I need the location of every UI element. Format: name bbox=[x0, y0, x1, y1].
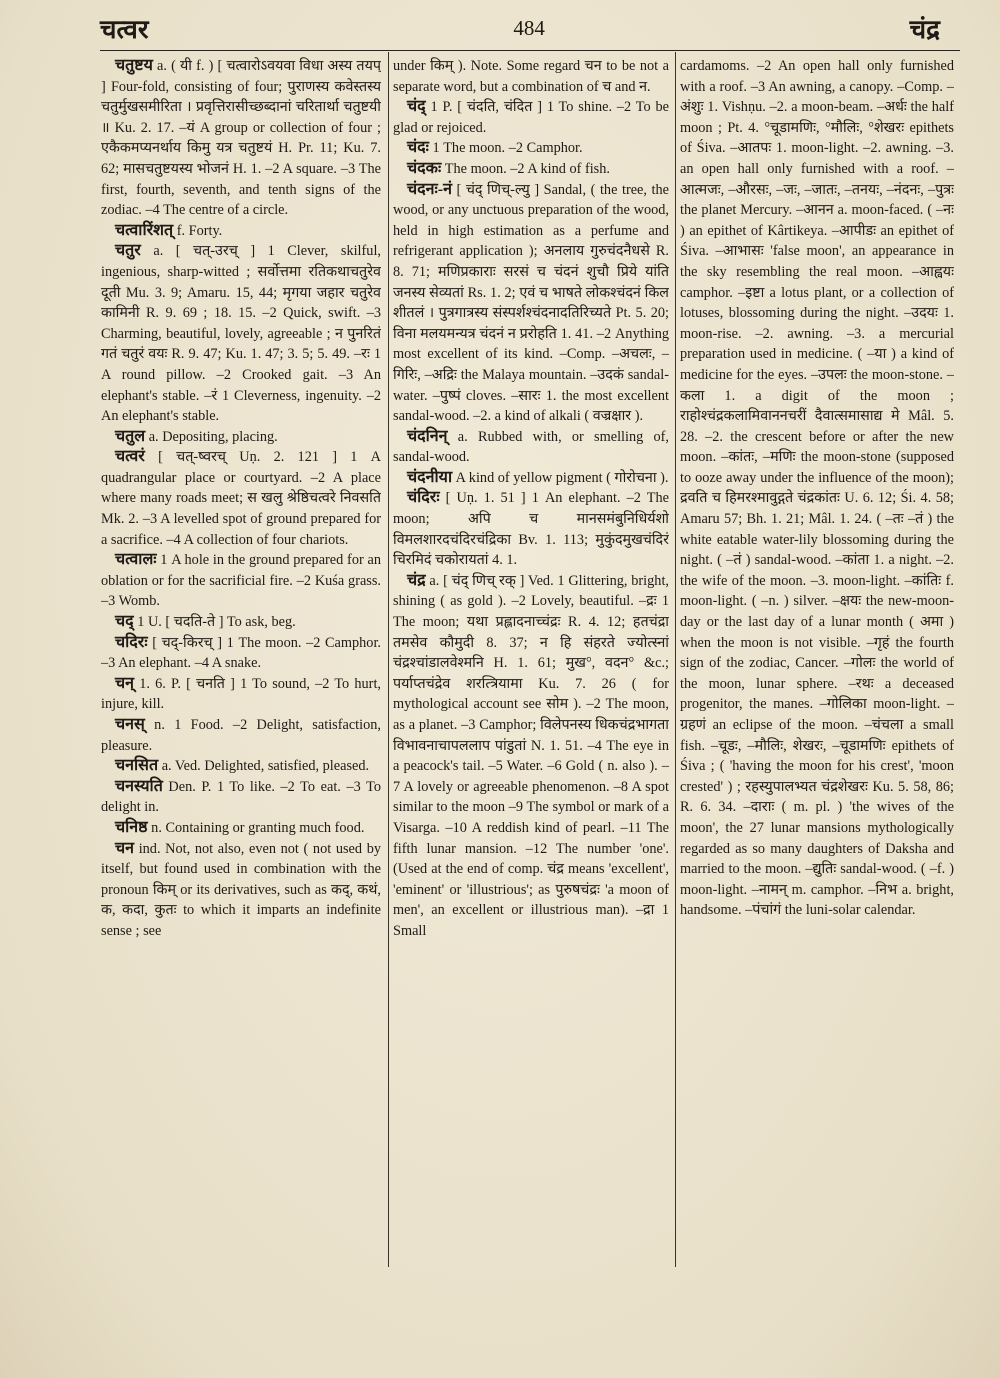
dictionary-entry bbox=[101, 777, 381, 818]
page-number: 484 bbox=[513, 15, 545, 40]
dictionary-entry bbox=[393, 468, 669, 489]
dictionary-entry bbox=[101, 612, 381, 633]
dictionary-entry bbox=[101, 550, 381, 612]
entry-headword: चन् bbox=[115, 674, 135, 692]
entry-definition: 1. 6. P. [ चनति ] 1 To sound, –2 To hurt, injure, kill. bbox=[101, 675, 381, 713]
entry-headword: चंद्र bbox=[407, 571, 426, 589]
entry-headword: चंदनिन् bbox=[407, 427, 448, 445]
entry-definition: Den. P. 1 To like. –2 To eat. –3 To delight in. bbox=[101, 778, 381, 816]
entry-definition: f. Forty. bbox=[173, 222, 223, 239]
entry-definition: a. Rubbed with, or smelling of, sandal-wood. bbox=[393, 428, 669, 466]
entry-definition: n. 1 Food. –2 Delight, satisfaction, pleasure. bbox=[101, 717, 381, 754]
entry-headword: चतुष्टय bbox=[115, 57, 153, 74]
column-left bbox=[101, 56, 381, 1261]
dictionary-entry bbox=[101, 674, 381, 715]
entry-headword: चद् bbox=[115, 613, 134, 631]
dictionary-entry bbox=[101, 241, 381, 426]
entry-definition: A kind of yellow pigment ( गोरोचना ). bbox=[452, 469, 669, 486]
entry-definition: ind. Not, not also, even not ( not used by itself, but found used in combination with the pronoun किम् or its derivatives, such as कद्, कथं, क, कदा, कुतः to which it imparts an indefinite sense ; see bbox=[101, 840, 381, 939]
dictionary-entry bbox=[101, 633, 381, 674]
entry-headword: चनस् bbox=[115, 716, 145, 733]
entry-headword: चत्वारिंशत् bbox=[115, 221, 174, 239]
entry-definition: under किम् ). Note. Some regard चन to be not a separate word, but a combination of च and न. bbox=[393, 58, 669, 95]
dictionary-entry bbox=[101, 56, 381, 221]
column-divider bbox=[675, 52, 676, 1267]
header-right-guideword: चंद्र bbox=[909, 15, 940, 45]
dictionary-entry bbox=[101, 715, 381, 756]
entry-definition: a. ( यी f. ) [ चत्वारोऽवयवा विधा अस्य तयप् ] Four-fold, consisting of four; पुराणस्य कवेस्तस्य चतुर्मुखसमीरिता । प्रवृत्तिरासीच्छब्दानां चरितार्था चतुष्टयी ॥ Ku. 2. 17. –यं A group or collection of four ; एकैकमप्यनर्थाय किमु यत्र चतुष्टयं H. Pr. 11; Ku. 7. 62; मासचतुष्टयस्य भोजनं H. 1. –2 A square. –3 The first, fourth, seventh, and tenth signs of the zodiac. –4 The centre of a circle. bbox=[101, 58, 381, 219]
dictionary-entry bbox=[393, 138, 669, 159]
entry-definition: a. [ चंद् णिच् रक् ] Ved. 1 Glittering, bright, shining ( as gold ). –2 Lovely, beautiful. –द्रः 1 The moon; यथा प्रह्लादनाच्चंद्रः R. 4. 12; हतचंद्रा तमसेव कौमुदी 8. 37; न हि संहरते ज्योत्स्नां चंद्रश्चांडालवेश्मनि H. 1. 61; मुख°, वदन° &c.; पर्याप्तचंद्रेव शरत्त्रियामा Ku. 7. 26 ( for mythological account see सोम ). –2 The moon, as a planet. –3 Camphor; विलेपनस्य धिकचंद्रभागता विभावनाचापललाप पांडुतां N. 1. 51. –4 The eye in a peacock's tail. –5 Water. –6 Gold ( n. also ). –7 A lovely or agreeable phenomenon. –8 A spot similar to the moon –9 The symbol or mark of a Visarga. –10 A reddish kind of pearl. –11 The fifth lunar mansion. –12 The number 'one'. (Used at the end of comp. चंद्र means 'excellent', 'eminent' or 'illustrious'; as पुरुषचंद्रः 'a moon of men', an excellent or illustrious man). –द्रा 1 Small bbox=[393, 572, 669, 939]
header-rule bbox=[100, 50, 960, 51]
dictionary-entry bbox=[101, 447, 381, 550]
dictionary-entry bbox=[393, 97, 669, 138]
dictionary-entry bbox=[101, 221, 381, 242]
entry-headword: चंदनः-नं bbox=[407, 180, 452, 198]
entry-headword: चतुर bbox=[115, 242, 141, 260]
dictionary-entry bbox=[393, 571, 669, 942]
entry-headword: चनसित bbox=[115, 757, 159, 775]
dictionary-entry bbox=[393, 180, 669, 427]
entry-definition: [ Uṇ. 1. 51 ] 1 An elephant. –2 The moon; अपि च मानसमंबुनिधिर्यशो विमलशारदचंदिरचंद्रिका Bv. 1. 113; मुकुंदमुखचंदिरं चिरमिदं चकोरायतां 4. 1. bbox=[393, 490, 669, 569]
entry-headword: चतुल bbox=[115, 427, 146, 445]
entry-definition: cardamoms. –2 An open hall only furnished with a roof. –3 An awning, a canopy. –Comp. –अंशुः 1. Vishṇu. –2. a moon-beam. –अर्धः the half moon ; Pt. 4. °चूडामणिः, °मौलिः, °शेखरः epithets of Śiva. –आतपः 1. moon-light. –2. awning. –3. an open hall only furnished with a roof. –आत्मजः, –औरसः, –जः, –जातः, –तनयः, –नंदनः, –पुत्रः the planet Mercury. –आनन a. moon-faced. ( –नः ) an epithet of Kârtikeya. –आपीडः an epithet of Śiva. –आभासः 'false moon', an appearance in the sky resembling the real moon. –आह्वयः camphor. –इष्टा a lotus plant, or a collection of lotuses, blossoming during the night. –उदयः 1. moon-rise. –2. awning. –3. a mercurial preparation used in medicine. ( –या ) a kind of medicine for the eyes. –उपलः the moon-stone. –कला 1. a digit of the moon ; राहोश्चंद्रकलामिवाननचरीं दैवात्समासाद्य मे Mâl. 5. 28. –2. the crescent before or after the new moon. –कांतः, –मणिः the moon-stone (supposed to ooze away under the influence of the moon); द्रवति च हिमरश्मावुद्गते चंद्रकांतः U. 6. 12; Śi. 4. 58; Amaru 57; Bh. 1. 21; Mâl. 1. 24. ( –तः –तं ) the white eatable water-lily blossoming during the night. ( –तं ) sandal-wood. –कांता 1. a night. –2. the wife of the moon. –3. moon-light. –कांतिः f. moon-light. ( –n. ) silver. –क्षयः the new-moon-day or the last day of a lunar month ( अमा ) when the moon is not visible. –गृहं the fourth sign of the zodiac, Cancer. –गोलः the world of the moon, lunar sphere. –रथः a deceased progenitor, the manes. –गोलिका moon-light. –ग्रहणं an eclipse of the moon. –चंचला a small fish. –चूडः, –मौलिः, शेखरः, –चूडामणिः epithets of Śiva ; ( 'having the moon for his crest', 'moon crested' ) ; रहस्युपालभ्यत चंद्रशेखरः Ku. 5. 58, 86; R. 6. 34. –दाराः ( m. pl. ) 'the wives of the moon', the 27 lunar mansions mythologically regarded as so many daughters of Daksha and married to the moon. –द्युतिः sandal-wood. ( –f. ) moon-light. –नामन् m. camphor. –निभ a. bright, handsome. –पंचांगं the luni-solar calendar. bbox=[680, 58, 954, 919]
entry-definition: a. Depositing, placing. bbox=[145, 428, 278, 445]
column-middle bbox=[393, 56, 669, 1261]
entry-headword: चंदः bbox=[407, 139, 429, 157]
dictionary-entry bbox=[101, 427, 381, 448]
entry-headword: चत्वालः bbox=[115, 551, 157, 569]
entry-headword: चंदनीया bbox=[407, 468, 453, 486]
entry-headword: चत्वरं bbox=[115, 448, 145, 466]
entry-definition: [ चत्-ष्वरच् Uṇ. 2. 121 ] 1 A quadrangular place or courtyard. –2 A place where many roads meet; स खलु श्रेष्ठिचत्वरे निवसति Mk. 2. –3 A levelled spot of ground prepared for a sacrifice. –4 A collection of four chariots. bbox=[101, 449, 381, 548]
entry-definition: 1 U. [ चदति-ते ] To ask, beg. bbox=[133, 614, 296, 631]
dictionary-entry bbox=[393, 427, 669, 468]
entry-headword: चदिरः bbox=[115, 633, 148, 651]
entry-headword: चन bbox=[115, 839, 135, 857]
dictionary-entry bbox=[101, 756, 381, 777]
dictionary-entry bbox=[393, 159, 669, 180]
entry-definition: n. Containing or granting much food. bbox=[147, 819, 365, 836]
entry-definition: [ चंद् णिच्-ल्यु ] Sandal, ( the tree, the wood, or any unctuous preparation of the wood, held in high estimation as a perfume and refrigerant application ); अनलाय गुरुचंदनैधसे R. 8. 71; मणिप्रकाराः सरसं च चंदनं शुचौ प्रिये यांति जनस्य सेव्यतां Rs. 1. 2; एवं च भाषते लोकश्चंदनं किल शीतलं । पुत्रगात्रस्य संस्पर्शश्चंदनादतिरिच्यते Pt. 5. 20; विना मलयमन्यत्र चंदनं न प्ररोहति 1. 41. –2 Anything most excellent of its kind. –Comp. –अचलः, –गिरिः, –अद्रिः the Malaya mountain. –उदकं sandal-water. –पुष्पं cloves. –सारः 1. the most excellent sandal-wood. –2. a kind of alkali ( वज्रक्षार ). bbox=[393, 181, 669, 425]
entry-definition: 1 The moon. –2 Camphor. bbox=[428, 140, 583, 157]
dictionary-entry bbox=[680, 56, 954, 921]
entry-headword: चंदिरः bbox=[407, 489, 440, 507]
entry-definition: 1 P. [ चंदति, चंदित ] 1 To shine. –2 To be glad or rejoiced. bbox=[393, 99, 669, 136]
dictionary-entry bbox=[393, 488, 669, 570]
entry-headword: चंदकः bbox=[407, 159, 442, 177]
entry-headword: चनिष्ठ bbox=[115, 818, 148, 836]
dictionary-entry bbox=[101, 818, 381, 839]
header-left-guideword: चत्वर bbox=[100, 15, 149, 45]
entry-headword: चनस्यति bbox=[115, 777, 163, 795]
entry-headword: चंद् bbox=[407, 98, 426, 116]
entry-definition: The moon. –2 A kind of fish. bbox=[441, 160, 610, 177]
page-header bbox=[100, 6, 940, 50]
entry-definition: [ चद्-किरच् ] 1 The moon. –2 Camphor. –3 An elephant. –4 A snake. bbox=[101, 634, 381, 672]
dictionary-entry bbox=[101, 839, 381, 942]
column-divider bbox=[388, 52, 389, 1267]
column-right bbox=[680, 56, 954, 1261]
entry-definition: a. Ved. Delighted, satisfied, pleased. bbox=[158, 758, 370, 775]
entry-definition: 1 A hole in the ground prepared for an oblation or for the sacrificial fire. –2 Kuśa grass. –3 Womb. bbox=[101, 552, 381, 610]
entry-definition: a. [ चत्-उरच् ] 1 Clever, skilful, ingenious, sharp-witted ; सर्वोत्तमा रतिकथाचतुरेव दूती Mu. 3. 9; Amaru. 15, 44; मृगया जहार चतुरेव कामिनी R. 9. 69 ; 18. 15. –2 Quick, swift. –3 Charming, beautiful, lovely, agreeable ; न पुनरितं गतं चतुरं वयः R. 9. 47; Ku. 1. 47; 3. 5; 5. 49. –रः 1 A round pillow. –2 Crooked gait. –3 An elephant's stable. –रं 1 Cleverness, ingenuity. –2 An elephant's stable. bbox=[101, 243, 381, 425]
dictionary-entry bbox=[393, 56, 669, 97]
